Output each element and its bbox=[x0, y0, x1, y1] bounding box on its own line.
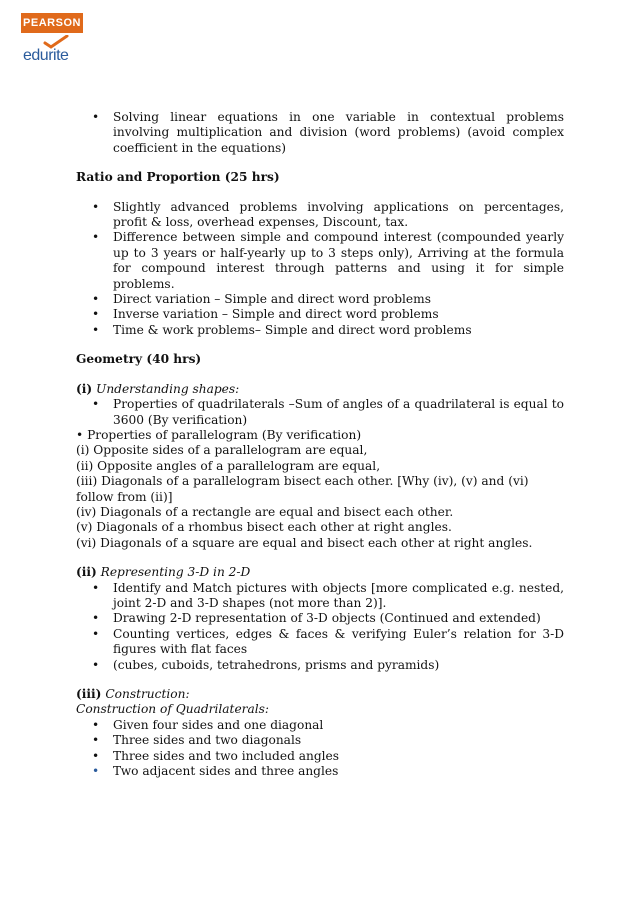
representing-list bbox=[76, 581, 564, 673]
text-line: • Properties of parallelogram (By verification) bbox=[76, 427, 362, 442]
pearson-edurite-logo bbox=[21, 13, 83, 65]
list-item: • Difference between simple and compound interest (compounded yearly up to 3 years or half-yearly up to 3 steps only), Arriving at the formula for compound interest through patterns and using it for simple problems. bbox=[76, 230, 564, 292]
text-line: (iii) Diagonals of a parallelogram bisect each other. [Why (iv), (v) and (vi) follow from (ii)] bbox=[76, 474, 529, 504]
list-item: • (cubes, cuboids, tetrahedrons, prisms and pyramids) bbox=[76, 658, 564, 673]
list-item: • Inverse variation – Simple and direct word problems bbox=[76, 307, 564, 322]
list-item: • Two adjacent sides and three angles bbox=[76, 764, 564, 779]
pearson-logo-text: PEARSON bbox=[21, 13, 83, 33]
intro-list bbox=[76, 110, 564, 156]
subsection-1-title bbox=[76, 382, 564, 397]
list-item: • Slightly advanced problems involving applications on percentages, profit & loss, overhead expenses, Discount, tax. bbox=[76, 200, 564, 231]
subsection-number: (ii) bbox=[76, 565, 97, 580]
list-item: • Three sides and two included angles bbox=[76, 749, 564, 764]
ratio-heading: Ratio and Proportion (25 hrs) bbox=[76, 170, 280, 185]
subsection-number: (i) bbox=[76, 381, 93, 396]
subsection-title: Representing 3-D in 2-D bbox=[100, 565, 251, 580]
list-item: • Three sides and two diagonals bbox=[76, 733, 564, 748]
subsection-title: Construction: bbox=[105, 687, 190, 701]
syllabus-content bbox=[76, 110, 564, 779]
text-line: (v) Diagonals of a rhombus bisect each other at right angles. bbox=[76, 520, 452, 535]
list-item: • Direct variation – Simple and direct word problems bbox=[76, 292, 564, 307]
subsection-title: Understanding shapes: bbox=[96, 381, 240, 396]
text-line: (iv) Diagonals of a rectangle are equal and bisect each other. bbox=[76, 504, 454, 519]
edurite-logo-text: edurite bbox=[23, 47, 69, 64]
list-item: • Identify and Match pictures with objects [more complicated e.g. nested, joint 2-D and 3-D shapes (not more than 2)]. bbox=[76, 581, 564, 612]
subsection-number: (iii) bbox=[76, 687, 102, 701]
list-item: • Solving linear equations in one variable in contextual problems involving multiplication and division (word problems) (avoid complex coefficient in the equations) bbox=[76, 110, 564, 156]
text-line: (ii) Opposite angles of a parallelogram are equal, bbox=[76, 458, 381, 473]
text-line: (vi) Diagonals of a square are equal and bisect each other at right angles. bbox=[76, 535, 533, 550]
text-line: (i) Opposite sides of a parallelogram are equal, bbox=[76, 443, 368, 458]
construction-list bbox=[76, 718, 564, 780]
list-item: • Drawing 2-D representation of 3-D objects (Continued and extended) bbox=[76, 611, 564, 626]
subsection-2-title bbox=[76, 565, 564, 580]
shapes-list bbox=[76, 397, 564, 428]
subsection-3-title bbox=[76, 687, 564, 702]
geometry-heading: Geometry (40 hrs) bbox=[76, 352, 202, 367]
list-item: • Time & work problems– Simple and direct word problems bbox=[76, 323, 564, 338]
ratio-list bbox=[76, 200, 564, 339]
list-item: • Given four sides and one diagonal bbox=[76, 718, 564, 733]
list-item: • Counting vertices, edges & faces & verifying Euler’s relation for 3-D figures with flat faces bbox=[76, 627, 564, 658]
construction-subtitle: Construction of Quadrilaterals: bbox=[76, 702, 270, 717]
list-item: • Properties of quadrilaterals –Sum of angles of a quadrilateral is equal to 3600 (By verification) bbox=[76, 397, 564, 428]
